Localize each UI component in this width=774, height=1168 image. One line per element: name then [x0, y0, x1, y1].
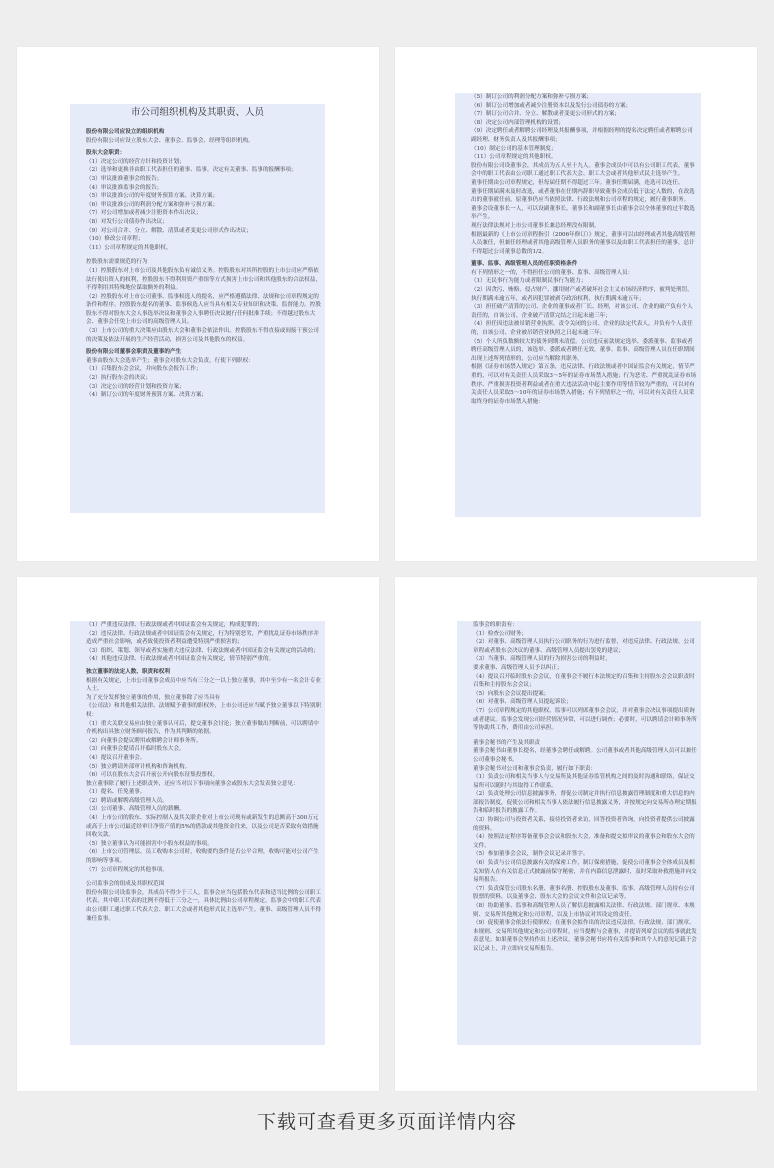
paragraph: 股份有限公司应设立股东大会、董事会、监事会、经理等组织机构。	[86, 137, 254, 144]
paragraph: （10）制定公司的基本管理制度；	[471, 145, 557, 152]
text-lines	[70, 621, 325, 923]
paragraph: （11）公司章程规定的其他职权。	[86, 244, 172, 251]
paragraph: 董事会秘书对公司和董事会负责，履行如下职责：	[473, 765, 597, 772]
page-content	[455, 93, 701, 517]
paragraph: 监事会的职责有：	[473, 622, 518, 628]
paragraph: （7）公司章程规定的其他事项。	[86, 866, 168, 873]
paragraph: （11）公司章程规定的其他职权。	[471, 154, 557, 161]
paragraph: （9）促使董事会依法行使职权；在董事会拟作出的决议违反法律、行政法规、部门规章、本规则、交易所其他规定和公司章程时，应当提醒与会董事，并提请列席会议的监事就此发表意见；如果董事会坚持作出上述决议，董事会秘书应将有关监事和其个人的意见记载于会议记录上，并立即向交易所报告。	[473, 920, 697, 952]
paragraph: 现行法律法规对上市公司董事长兼总经理没有限制。	[471, 222, 600, 229]
paragraph: 董事任期由公司章程规定，但每届任期不得超过三年。董事任期届满，连选可以连任。	[471, 179, 684, 186]
text-lines	[457, 621, 701, 954]
paragraph: （1）严重违反法律、行政法规或者中国证监会有关规定，构成犯罪的；	[86, 622, 263, 628]
paragraph: 有下列情形之一的，不得担任公司的董事、监事、高级管理人员：	[471, 269, 634, 276]
download-more-caption[interactable]: 下载可查看更多页面详情内容	[256, 1111, 517, 1133]
paragraph: （4）担任因违法被吊销营业执照、责令关闭的公司、企业的法定代表人，并负有个人责任的，自该公司、企业被吊销营业执照之日起未逾三年；	[471, 321, 693, 337]
text-lines	[70, 128, 325, 400]
paragraph: （6）审议批准公司的利润分配方案和弥补亏损方案；	[86, 201, 219, 208]
page-content	[70, 621, 325, 1045]
paragraph: 公司监事会的组成及其职权范围	[86, 881, 165, 888]
paragraph: （4）上市公司的股东、实际控制人及其关联企业对上市公司现有或新发生的总额高于300万元或高于上市公司最近经审计净资产值的5%的借款或其他资金往来，以及公司是否采取有效措施回收欠款。	[86, 815, 319, 839]
paragraph: （1）负责公司和相关当事人与交易所及其他证券监管机构之间的及时沟通和联络，保证交易所可以随时与其取得工作联系。	[473, 774, 695, 789]
paragraph: （7）负责保管公司股东名册、董事名册、控股股东及董事、监事、高级管理人员持有公司股票的资料，以及董事会、股东大会的会议文件和会议记录等。	[473, 885, 695, 901]
paragraph: （5）参加董事会会议，制作会议记录并签字。	[473, 851, 589, 858]
paragraph: 股份有限公司设董事会，其成员为五人至十九人。董事会成员中可以有公司职工代表。董事会中的职工代表由公司职工通过职工代表大会、职工大会或者其他形式民主选举产生。	[471, 162, 695, 178]
paragraph: 股份有限公司设监事会，其成员不得少于三人。监事会应当包括股东代表和适当比例的公司职工代表，其中职工代表的比例不得低于三分之一，具体比例由公司章程规定。监事会中的职工代表由公司职工通过职工代表大会、职工大会或者其他形式民主选举产生。董事、高级管理人员不得兼任监事。	[86, 889, 321, 922]
section-heading: 独立董事的法定人数、职责和权利	[86, 668, 170, 675]
paragraph: （4）审议批准监事会的报告；	[86, 184, 163, 191]
paragraph: （6）上市公司管理层、员工收购本公司时，收购要约条件是否公平合理，收购可能对公司产生的影响等事项。	[86, 849, 319, 865]
document-page-1	[17, 47, 379, 561]
paragraph: （2）选举和更换非由职工代表担任的董事、监事，决定有关董事、监事的报酬事项；	[86, 167, 297, 174]
section-heading: 股份有限公司董事会职责及董事的产生	[86, 349, 182, 356]
paragraph: （4）提议召开临时股东会会议，在董事会不履行本法规定的召集和主持股东会会议职责时召集和主持股东会会议；	[473, 673, 695, 689]
paragraph: （8）对发行公司债券作出决议；	[86, 218, 168, 225]
paragraph: （3）向董事会提请召开临时股东大会。	[86, 746, 185, 753]
paragraph: 要求董事、高级管理人员予以纠正；	[473, 664, 563, 671]
paragraph: 控股股东需要规范的行为	[86, 259, 148, 266]
paragraph: 董事会秘书由董事长提名，经董事会聘任或解聘。公司董事或者其他高级管理人员可以兼任公司董事会秘书。	[473, 748, 697, 763]
paragraph: （2）聘请或解聘高级管理人员。	[86, 797, 168, 804]
paragraph: （4）按照法定程序筹备董事会会议和股东大会，准备和提交拟审议的董事会和股东大会的文件。	[473, 834, 695, 849]
paragraph: （2）向董事会提议聘用或解聘会计师事务所。	[86, 737, 202, 744]
paragraph: （3）担任破产清算的公司、企业的董事或者厂长、经理，对该公司、企业的破产负有个人责任的，自该公司、企业破产清算完结之日起未逾三年；	[471, 304, 693, 319]
paragraph: （1）提名、任免董事。	[86, 789, 146, 796]
paragraph: （10）修改公司章程；	[86, 236, 144, 243]
paragraph: （4）提议召开董事会。	[86, 754, 146, 761]
text-lines	[455, 93, 701, 406]
paragraph: 根据有关规定，上市公司董事会成员中应当有三分之一以上独立董事，其中至少有一名会计专业人士。	[86, 677, 321, 693]
paragraph: （4）制订公司的年度财务预算方案、决算方案；	[86, 392, 208, 399]
paragraph: （7）制订公司合并、分立、解散或者变更公司形式的方案；	[471, 111, 620, 118]
paragraph: 根据《证券市场禁入规定》第五条，违反法律、行政法规或者中国证监会有关规定，情节严重的，可以对有关责任人员采取3～5年的证券市场禁入措施；行为恶劣、严重扰乱证券市场秩序、严重损害投资者利益或者在重大违法活动中起主要作用等情节较为严重的，可以对有关责任人员采取5～10年的证券市场禁入措施；有下列情形之一的，可以对有关责任人员采取终身的证券市场禁入措施：	[471, 364, 697, 405]
document-page-4	[395, 577, 757, 1091]
paragraph: 董事会秘书的产生及其职责	[473, 739, 541, 746]
paragraph: （5）制订公司的利润分配方案和弥补亏损方案；	[471, 94, 593, 100]
paragraph: （9）对公司合并、分立、解散、清算或者变更公司形式作出决议；	[86, 227, 252, 234]
page-content	[70, 104, 325, 513]
paragraph: （1）检查公司财务；	[473, 630, 527, 637]
section-heading: 股东大会职责：	[86, 150, 126, 157]
paragraph: （3）公司董事、高级管理人员的薪酬。	[86, 806, 185, 813]
paragraph: （1）召集股东会会议，并向股东会报告工作；	[86, 366, 202, 373]
paragraph: （3）决定公司的经营计划和投资方案；	[86, 383, 185, 390]
paragraph: 独立董事除了履行上述职责外，还应当对以下事项向董事会或股东大会发表独立意见：	[86, 780, 299, 787]
paragraph: 董事会设董事长一人，可以设副董事长。董事长和副董事长由董事会以全体董事的过半数选举产生。	[471, 205, 695, 221]
paragraph: （8）决定公司内部管理机构的设置；	[471, 119, 565, 126]
paragraph: （4）其他违反法律、行政法规或者中国证监会有关规定，情节特别严重的。	[86, 656, 275, 663]
document-title: 市公司组织机构及其职责、人员	[130, 107, 264, 118]
paragraph: （5）向股东会会议提出提案；	[473, 690, 550, 697]
paragraph: 《公司法》和其他相关法律、法规赋予董事的职权外，上市公司还应当赋予独立董事以下特别职权：	[86, 703, 321, 718]
paragraph: （3）上市公司的重大决策应由股东大会和董事会依法作出。控股股东不得直接或间接干预公司的决策及依法开展的生产经营活动，损害公司及其他股东的权益。	[86, 328, 319, 343]
paragraph: （5）独立董事认为可能损害中小股东权益的事项。	[86, 840, 213, 847]
page-content	[457, 621, 701, 1045]
document-page-2	[395, 47, 757, 561]
paragraph: （1）无民事行为能力或者限制民事行为能力；	[471, 278, 587, 285]
paragraph: （2）控股股东对上市公司董事、监事候选人的提名，应严格遵循法律、法规和公司章程规定的条件和程序。控股股东提名的董事、监事候选人应当具有相关专业知识和决策、监督能力。控股股东不得对股东大会人事选举决议和董事会人事聘任决议履行任何批准手续；不得越过股东大会、董事会任免上市公司的高级管理人员。	[86, 293, 321, 326]
paragraph: 董事由股东大会选举产生；董事会对股东大会负责，行使下列职权：	[86, 357, 254, 364]
paragraph: （3）组织、策划、领导或者实施重大违反法律、行政法规或者中国证监会有关规定的活动的；	[86, 647, 319, 654]
paragraph: （3）审议批准董事会的报告；	[86, 175, 163, 182]
paragraph: （2）因贪污、贿赂、侵占财产、挪用财产或者破坏社会主义市场经济秩序，被判处刑罚，执行期满未逾五年，或者因犯罪被剥夺政治权利，执行期满未逾五年；	[471, 287, 693, 302]
document-page-3	[17, 577, 379, 1091]
paragraph: （6）负责与公司信息披露有关的保密工作，制订保密措施，促使公司董事会全体成员及相关知情人在有关信息正式披露前保守秘密，并在内幕信息泄露时，及时采取补救措施并向交易所报告。	[473, 860, 697, 884]
paragraph: （5）个人所负数额较大的债务到期未清偿。公司违反前款规定选举、委派董事、监事或者聘任高级管理人员的，该选举、委派或者聘任无效。董事、监事、高级管理人员在任职期间出现上述所列情形的，公司应当解除其职务。	[471, 338, 695, 362]
paragraph: （1）重大关联交易应由独立董事认可后，提交董事会讨论；独立董事做出判断前，可以聘请中介机构出具独立财务顾问报告，作为其判断的依据。	[86, 720, 319, 736]
paragraph: （7）对公司增加或者减少注册资本作出决议；	[86, 210, 202, 217]
section-heading: 股份有限公司应设立的组织机构	[86, 129, 165, 135]
paragraph: （6）制订公司增加或者减少注册资本以及发行公司债券的方案；	[471, 102, 632, 109]
paragraph: （1）控股股东对上市公司及其他股东负有诚信义务。控股股东对其所控股的上市公司应严格依法行使出资人的权利，控股股东不得利用资产重组等方式损害上市公司和其他股东的合法权益，不得利用其特殊地位谋取额外的利益。	[86, 267, 321, 292]
paragraph: （2）对董事、高级管理人员执行公司职务的行为进行监督，对违反法律、行政法规、公司章程或者股东会决议的董事、高级管理人员提出罢免的建议；	[473, 639, 695, 654]
paragraph: （5）审议批准公司的年度财务预算方案、决算方案；	[86, 193, 219, 200]
paragraph: （2）执行股东会的决议；	[86, 375, 152, 382]
paragraph: （6）可以在股东大会召开前公开向股东征集投票权。	[86, 772, 219, 779]
paragraph: 为了充分发挥独立董事的作用，独立董事除了应当具有	[86, 694, 221, 701]
paragraph: （2）违反法律、行政法规或者中国证监会有关规定，行为特别恶劣，严重扰乱证券市场秩序并造成严重社会影响，或者致使投资者利益遭受特别严重损害的；	[86, 630, 319, 646]
paragraph: （2）负责处理公司信息披露事务，督促公司制定并执行信息披露管理制度和重大信息的内部报告制度，促使公司和相关当事人依法履行信息披露义务，并按规定向交易所办理定期报告和临时报告的披露工作。	[473, 791, 697, 815]
paragraph: （8）协助董事、监事和高级管理人员了解信息披露相关法律、行政法规、部门规章、本规则、交易所其他规定和公司章程，以及上市协议对其设定的责任。	[473, 903, 695, 918]
section-heading: 董事、监事、高级管理人员的任职资格条件	[471, 261, 578, 268]
paragraph: （3）协调公司与投资者关系，接待投资者来访，回答投资者咨询，向投资者提供公司披露的资料。	[473, 817, 695, 832]
paragraph: （1）决定公司的经营方针和投资计划；	[86, 158, 185, 165]
paragraph: （7）公司章程规定的其他职权。监事可以列席董事会会议，并对董事会决议事项提出质询或者建议。监事会发现公司经营情况异常，可以进行调查；必要时，可以聘请会计师事务所等协助其工作，费用由公司承担。	[473, 707, 697, 732]
paragraph: 董事任期届满未及时改选，或者董事在任期内辞职导致董事会成员低于法定人数的，在改选出的董事就任前，原董事仍应当依照法律、行政法规和公司章程的规定，履行董事职务。	[471, 188, 695, 204]
paragraph: （9）决定聘任或者解聘公司经理及其报酬事项，并根据经理的提名决定聘任或者解聘公司副经理、财务负责人及其报酬事项；	[471, 128, 693, 143]
paragraph: 根据最新的《上市公司章程指引（2006年修订）》规定，董事可以由经理或者其他高级管理人员兼任，但兼任经理或者其他高级管理人员职务的董事以及由职工代表担任的董事，总计不得超过公司董事总数的1/2。	[471, 231, 695, 255]
paragraph: （5）独立聘请外部审计机构和咨询机构。	[86, 763, 191, 770]
paragraph: （3）当董事、高级管理人员的行为损害公司的利益时，	[473, 656, 611, 663]
paragraph: （6）对董事、高级管理人员提起诉讼；	[473, 699, 572, 706]
